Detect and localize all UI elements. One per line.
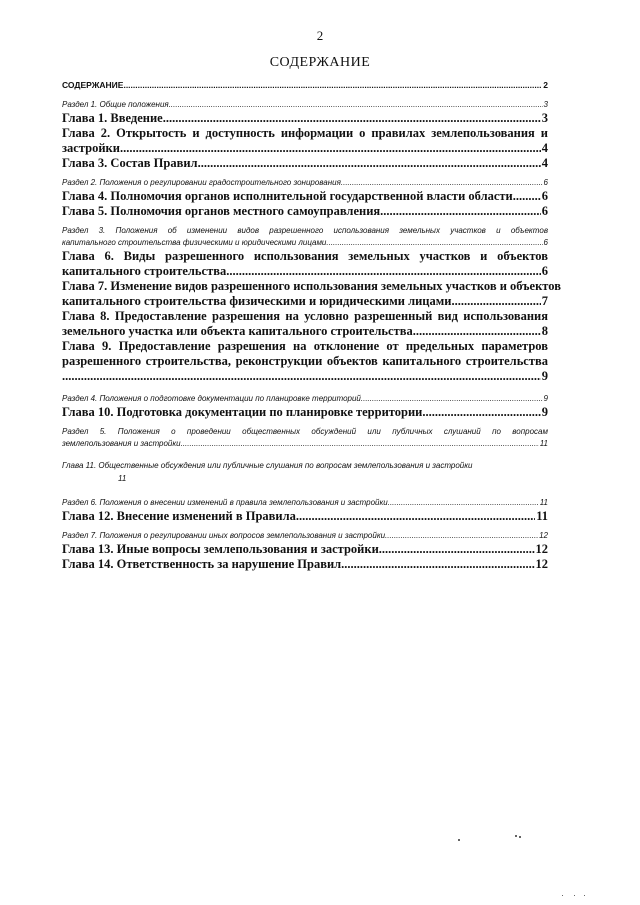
toc-page-number: 8 [541,324,548,338]
toc-page-number: 11 [536,509,548,523]
toc-section-3[interactable] [62,225,548,249]
toc-page-number: 6 [541,189,548,203]
toc-page-number: 6 [543,238,548,247]
toc-section-title: Раздел 5. Положения о проведении общественных обсуждений или публичных слушаний по вопросам [62,427,548,436]
toc-chapter-title-cont: земельного участка или объекта капитального строительства [62,324,413,338]
toc-chapter-title: Глава 11. Общественные обсуждения или публичные слушания по вопросам землепользования и застройки [62,461,473,470]
toc-page-number: 12 [535,542,548,556]
toc-section-1[interactable] [62,99,548,111]
scan-specks [455,833,545,845]
toc-chapter-title-cont: капитального строительства [62,264,227,278]
speck [458,839,460,841]
toc-page-number: 9 [541,405,548,419]
speck [515,835,517,837]
toc-chapter-title: Глава 12. Внесение изменений в Правила [62,509,296,523]
toc-chapter-10[interactable] [62,405,548,420]
toc-page-number: 11 [118,474,127,483]
toc-section-6[interactable] [62,497,548,509]
toc-chapter-title: Глава 3. Состав Правил [62,156,198,170]
toc-chapter-title: Глава 10. Подготовка документации по планировке территории [62,405,423,419]
toc-page-number: 6 [543,178,548,187]
toc-chapter-title: Глава 13. Иные вопросы землепользования и застройки [62,542,379,556]
toc-page-number: 4 [541,156,548,170]
toc-section-title-cont: капитального строительства физическими и юридическими лицами [62,238,327,247]
page-title: СОДЕРЖАНИЕ [269,55,371,70]
toc-section-title: Раздел 4. Положения о подготовке документации по планировке территорий [62,394,361,403]
toc-page-number: 2 [543,80,548,90]
toc-page-number: 11 [539,498,548,507]
toc-section-title: Раздел 3. Положения об изменении видов разрешенного использования земельных участков и объектов [62,226,548,235]
toc-chapter-title: Глава 2. Открытость и доступность информации о правилах землепользования и [62,126,548,140]
toc-section-title: Раздел 2. Положения о регулировании градостроительного зонирования [62,178,341,187]
speck [584,895,585,896]
scan-specks-bottom [560,893,600,899]
speck [562,895,563,896]
toc-chapter-9[interactable] [62,339,548,384]
toc-chapter-title: Глава 14. Ответственность за нарушение Правил [62,557,342,571]
toc-chapter-title: Глава 8. Предоставление разрешения на условно разрешенный вид использования [62,309,548,323]
table-of-contents [62,80,561,572]
toc-section-title: Раздел 7. Положения о регулировании иных вопросов землепользования и застройки [62,531,386,540]
speck [574,895,575,896]
speck [519,836,521,838]
toc-chapter-title: Глава 4. Полномочия органов исполнительной государственной власти области [62,189,513,203]
toc-page-number: 3 [541,111,548,125]
toc-entry-title: СОДЕРЖАНИЕ [62,80,124,90]
toc-chapter-title: Глава 9. Предоставление разрешения на отклонение от предельных параметров [62,339,548,353]
toc-section-4[interactable] [62,393,548,405]
toc-page-number: 9 [543,394,548,403]
toc-chapter-8[interactable] [62,309,548,339]
toc-chapter-14[interactable] [62,557,548,572]
toc-chapter-3[interactable] [62,156,548,171]
toc-section-5[interactable] [62,426,548,450]
toc-section-title: Раздел 1. Общие положения [62,100,169,109]
toc-page-number: 6 [541,264,548,278]
toc-chapter-title-cont: капитального строительства физическими и юридическими лицами [62,294,452,308]
toc-chapter-title: Глава 5. Полномочия органов местного самоуправления [62,204,381,218]
toc-chapter-2[interactable] [62,126,548,156]
page-number: 2 [316,28,324,43]
toc-chapter-title: Глава 7. Изменение видов разрешенного использования земельных участков и объектов [62,279,561,293]
toc-chapter-title-cont: разрешенного строительства, реконструкции объектов капитального строительства [62,354,548,368]
toc-chapter-title: Глава 6. Виды разрешенного использования земельных участков и объектов [62,249,548,263]
toc-chapter-7[interactable] [62,279,561,309]
toc-page-number: 3 [543,100,548,109]
toc-page-number: 7 [541,294,548,308]
toc-chapter-5[interactable] [62,204,548,219]
toc-chapter-title: Глава 1. Введение [62,111,163,125]
toc-chapter-13[interactable] [62,542,548,557]
toc-page-number: 9 [541,369,548,383]
toc-page-number: 12 [535,557,548,571]
toc-section-2[interactable] [62,177,548,189]
toc-chapter-title-cont: застройки [62,141,120,155]
toc-chapter-6[interactable] [62,249,548,279]
toc-section-title-cont: землепользования и застройки [62,439,181,448]
toc-page-number: 12 [539,531,548,540]
toc-page-number: 4 [541,141,548,155]
toc-chapter-11[interactable] [62,459,548,485]
toc-entry-contents[interactable] [62,80,548,90]
toc-section-title: Раздел 6. Положения о внесении изменений в правила землепользования и застройки [62,498,388,507]
toc-page-number: 11 [539,439,548,448]
toc-chapter-4[interactable] [62,189,548,204]
toc-page-number: 6 [541,204,548,218]
toc-section-7[interactable] [62,530,548,542]
toc-chapter-12[interactable] [62,509,548,524]
toc-chapter-1[interactable] [62,111,548,126]
